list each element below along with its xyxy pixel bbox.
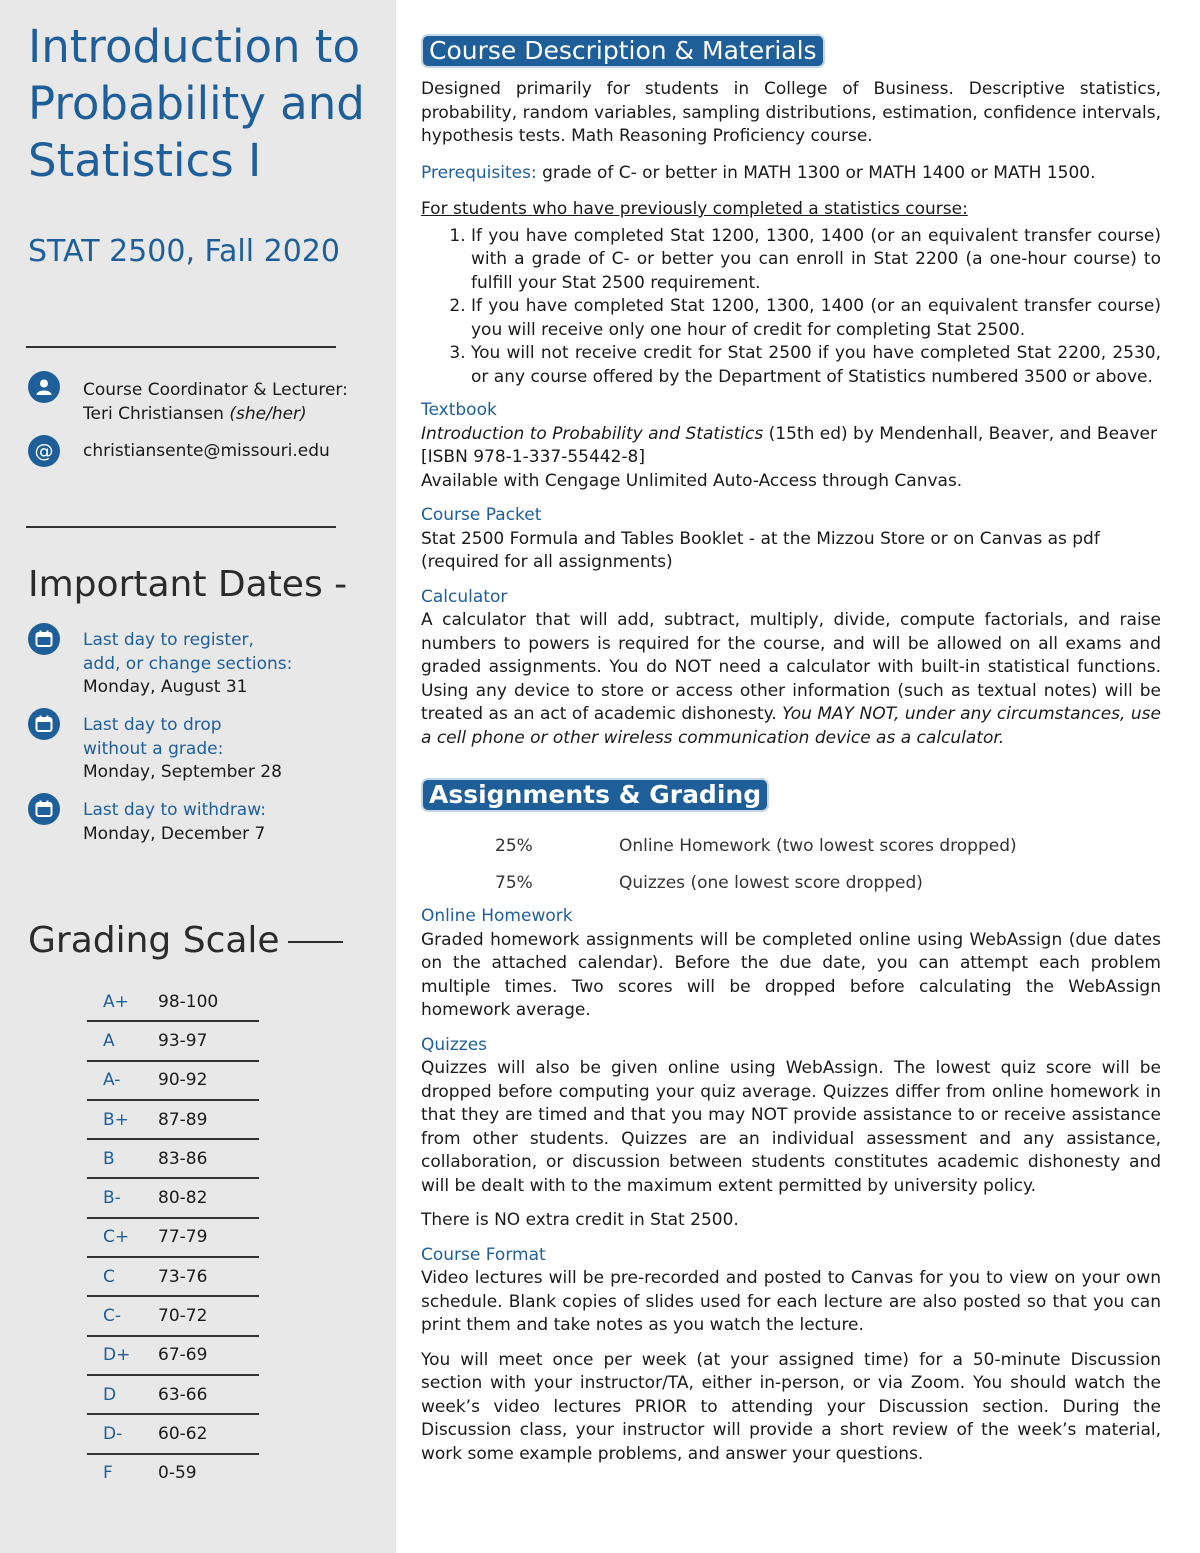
quizzes-label: Quizzes [421,1034,488,1055]
weight-row: 25% Online Homework (two lowest scores dropped) [495,836,1017,856]
sidebar [0,0,396,1553]
date-value: Monday, August 31 [83,677,248,697]
grade-row [87,1100,259,1139]
calendar-icon [28,708,60,740]
grade-row [87,1336,259,1375]
course-subtitle: STAT 2500, Fall 2020 [28,234,340,269]
course-packet-label: Course Packet [421,505,542,525]
coordinator-pronouns: (she/her) [229,404,307,424]
grade-row [87,1061,259,1100]
coordinator-name: Teri Christiansen [83,404,224,424]
grade-row [87,1454,259,1492]
course-description: Designed primarily for students in College of Business. Descriptive statistics, probability, random variables, sampling distributions, estimation, confidence intervals, hypothesis tests. Math Reasoning Proficiency course. [421,79,1161,146]
calculator-label: Calculator [421,586,508,607]
main-content [421,34,1161,1466]
grade-letter: D [87,1375,158,1414]
person-icon [28,371,60,403]
calendar-icon [28,623,60,655]
divider [26,526,336,528]
assignments-heading: Assignments & Grading [421,778,769,812]
course-packet-text: Stat 2500 Formula and Tables Booklet - at the Mizzou Store or on Canvas as pdf (required for all assignments) [421,528,1100,572]
online-homework-label: Online Homework [421,906,573,926]
date-item [28,623,292,700]
course-description-heading: Course Description & Materials [421,34,825,68]
weight-row: 75% Quizzes (one lowest score dropped) [495,873,923,893]
contact-coordinator [28,371,348,426]
grade-row [87,1218,259,1257]
extra-credit-note: There is NO extra credit in Stat 2500. [421,1210,739,1230]
list-item: 1. If you have completed Stat 1200, 1300, 1400 (or an equivalent transfer course) with a grade of C- or better you can enroll in Stat 2200 (a one-hour course) to fulfill your Stat 2500 requirement. [471,225,1161,296]
date-value: Monday, December 7 [83,823,266,844]
grade-row [87,1296,259,1335]
grade-range: 73-76 [158,1257,259,1296]
date-label: Last day to drop [83,715,222,735]
grade-range: 60-62 [158,1414,259,1453]
grade-letter: D- [87,1414,158,1453]
grade-letter: B- [87,1178,158,1217]
course-title: Introduction to Probability and Statistics I [28,20,365,187]
previous-course-heading: For students who have previously completed a statistics course: [421,199,968,219]
textbook-availability: Available with Cengage Unlimited Auto-Access through Canvas. [421,470,963,491]
grade-range: 70-72 [158,1296,259,1335]
grade-range: 98-100 [158,983,259,1021]
divider [26,346,336,348]
online-homework-text: Graded homework assignments will be completed online using WebAssign (due dates on the attached calendar). Before the due date, you can attempt each problem multiple times. Two scores will be dropped before calculating the WebAssign homework average. [421,929,1161,1020]
contact-email [28,435,330,467]
grade-letter: A+ [87,983,158,1021]
grade-row [87,1375,259,1414]
date-value: Monday, September 28 [83,762,282,782]
grade-row [87,1139,259,1178]
grade-letter: B [87,1139,158,1178]
discussion-text: You will meet once per week (at your assigned time) for a 50-minute Discussion section with your instructor/TA, either in-person, or via Zoom. You should watch the week’s video lectures PRIOR to attending your Discussion section. During the Discussion class, your instructor will provide a short review of the week’s material, work some example problems, and answer your questions. [421,1349,1161,1464]
date-item [28,708,282,785]
grade-row [87,1178,259,1217]
coordinator-role: Course Coordinator & Lecturer: [83,380,348,400]
grade-letter: A- [87,1061,158,1100]
grade-row [87,1257,259,1296]
email-link[interactable]: christiansente@missouri.edu [83,441,330,461]
date-label: without a grade: [83,738,224,759]
grade-letter: C+ [87,1218,158,1257]
grade-letter: C [87,1257,158,1296]
grade-letter: D+ [87,1336,158,1375]
grade-range: 87-89 [158,1100,259,1139]
grade-letter: B+ [87,1100,158,1139]
list-item: 2. If you have completed Stat 1200, 1300, 1400 (or an equivalent transfer course) you will receive only one hour of credit for completing Stat 2500. [471,295,1161,342]
grade-range: 67-69 [158,1336,259,1375]
grade-range: 0-59 [158,1463,197,1484]
date-label: Last day to register, [83,630,254,650]
calculator-text: A calculator that will add, subtract, multiply, divide, compute factorials, and raise numbers to powers is required for the course, and will be allowed on all exams and graded assignments. You do NOT need a calculator with built-in statistical functions. Using any device to store or access other information (such as textual notes) will be treated as an act of academic dishonesty. You MAY NOT, under any circumstances, use a cell phone or other wireless communication device as a calculator. [421,610,1161,748]
grade-range: 83-86 [158,1139,259,1178]
grading-scale-heading: Grading Scale [28,920,343,961]
prerequisites: Prerequisites: grade of C- or better in MATH 1300 or MATH 1400 or MATH 1500. [421,162,1096,183]
calendar-icon [28,793,60,825]
course-format-text: Video lectures will be pre-recorded and posted to Canvas for you to view on your own schedule. Blank copies of slides used for each lecture are also posted so that you can print them and take notes as you watch the lecture. [421,1268,1161,1335]
at-sign-icon: @ [28,435,60,467]
grade-letter: A [87,1021,158,1060]
list-item: 3. You will not receive credit for Stat 2500 if you have completed Stat 2200, 2530, or any course offered by the Department of Statistics numbered 3500 or above. [471,342,1161,389]
quizzes-text: Quizzes will also be given online using WebAssign. The lowest quiz score will be dropped before computing your quiz average. Quizzes differ from online homework in that they are timed and that you may NOT provide assistance to or receive assistance from other students. Quizzes are an individual assessment and any assistance, collaboration, or discussion between students constitutes academic dishonesty and will be dealt with to the maximum extent permitted by university policy. [421,1058,1161,1196]
textbook-line: Introduction to Probability and Statistics (15th ed) by Mendenhall, Beaver, and Beaver [421,423,1157,444]
grade-weights [495,828,1161,902]
date-item [28,793,266,846]
grade-range: 63-66 [158,1375,259,1414]
grade-letter: F [103,1463,113,1484]
grade-row [87,1021,259,1060]
date-label: Last day to withdraw: [83,800,266,820]
important-dates-heading: Important Dates - [28,564,348,605]
grade-row [87,1414,259,1453]
textbook-isbn: [ISBN 978-1-337-55442-8] [421,447,645,467]
grade-letter: C- [87,1296,158,1335]
grading-scale-table [87,983,259,1492]
grade-range: 80-82 [158,1178,259,1217]
grade-range: 93-97 [158,1021,259,1060]
grade-row [87,983,259,1021]
previous-course-list [421,225,1161,390]
textbook-label: Textbook [421,400,497,420]
course-format-label: Course Format [421,1244,546,1265]
grade-range: 90-92 [158,1061,259,1100]
grade-range: 77-79 [158,1218,259,1257]
date-label: add, or change sections: [83,653,293,674]
